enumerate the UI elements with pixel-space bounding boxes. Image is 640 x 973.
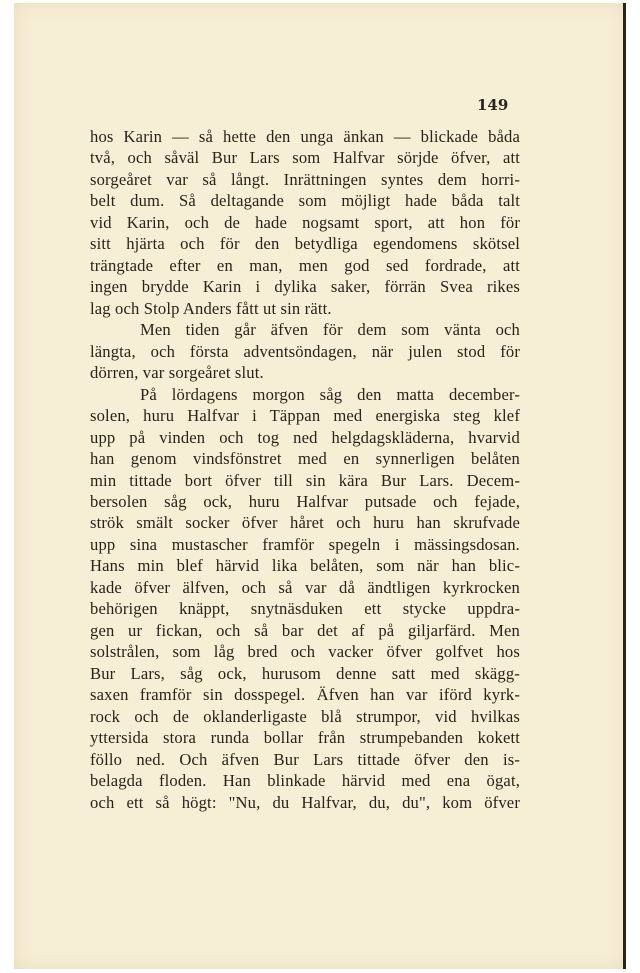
text-line: dörren, var sorgeåret slut. [90,363,264,383]
text-line: saxen framför sin dosspegel. Äfven han var iförd kyrk- [90,685,520,705]
text-line: På lördagens morgon såg den matta december- [140,384,520,404]
text-line: solstrålen, som låg bred och vacker öfver golfvet hos [90,642,520,662]
book-page [14,3,626,969]
text-line: rock och de oklanderligaste blå strumpor, vid hvilkas [90,706,520,726]
text-line: gen ur fickan, och så bar det af på giljarfärd. Men [90,620,520,640]
text-line: belt dum. Så deltagande som möjligt hade båda talt [90,191,520,211]
text-line: min tittade bort öfver till sin kära Bur Lars. Decem- [90,470,520,490]
text-line: trängtade efter en man, men god sed fordrade, att [90,255,520,275]
text-line: och ett så högt: "Nu, du Halfvar, du, du", kom öfver [90,792,520,812]
text-line: lag och Stolp Anders fått ut sin rätt. [90,298,332,318]
text-line: två, och såväl Bur Lars som Halfvar sörjde öfver, att [90,148,520,168]
text-line: kade öfver älfven, och så var då ändtligen kyrkrocken [90,577,520,597]
text-line: hos Karin — så hette den unga änkan — blickade båda [90,127,520,146]
text-line: belagda floden. Han blinkade härvid med ena ögat, [90,771,520,791]
text-line: han genom vindsfönstret med en synnerligen belåten [90,449,520,469]
text-line: yttersida stora runda bollar från strumpebanden kokett [90,728,520,748]
text-line: bersolen såg ock, huru Halfvar putsade och fejade, [90,491,520,511]
text-line: ingen brydde Karin i dylika saker, förrän Svea rikes [90,277,520,297]
text-line: vid Karin, och de hade nogsamt sport, att hon för [90,212,520,232]
text-line: Men tiden går äfven för dem som vänta och [140,320,520,340]
text-line: upp på vinden och tog ned helgdagskläderna, hvarvid [90,427,520,447]
text-line: strök smält socker öfver håret och huru han skrufvade [90,513,520,533]
text-line: sitt hjärta och för den betydliga egendomens skötsel [90,234,520,254]
text-line: längta, och första adventsöndagen, när julen stod för [90,341,520,361]
text-line: sorgeåret var så långt. Inrättningen syntes dem horri- [90,169,520,189]
page-number: 149 [477,96,509,114]
text-line: Hans min blef härvid lika belåten, som när han blic- [90,556,520,576]
text-line: föllo ned. Och äfven Bur Lars tittade öfver den is- [90,749,520,769]
page-edge [623,3,626,969]
body-text [90,126,520,813]
text-line: Bur Lars, såg ock, hurusom denne satt med skägg- [90,663,520,683]
text-line: upp sina mustascher framför spegeln i mässingsdosan. [90,534,520,554]
text-line: behörigen knäppt, snytnäsduken ett stycke uppdra- [90,599,520,619]
text-line: solen, huru Halfvar i Täppan med energiska steg klef [90,406,520,426]
